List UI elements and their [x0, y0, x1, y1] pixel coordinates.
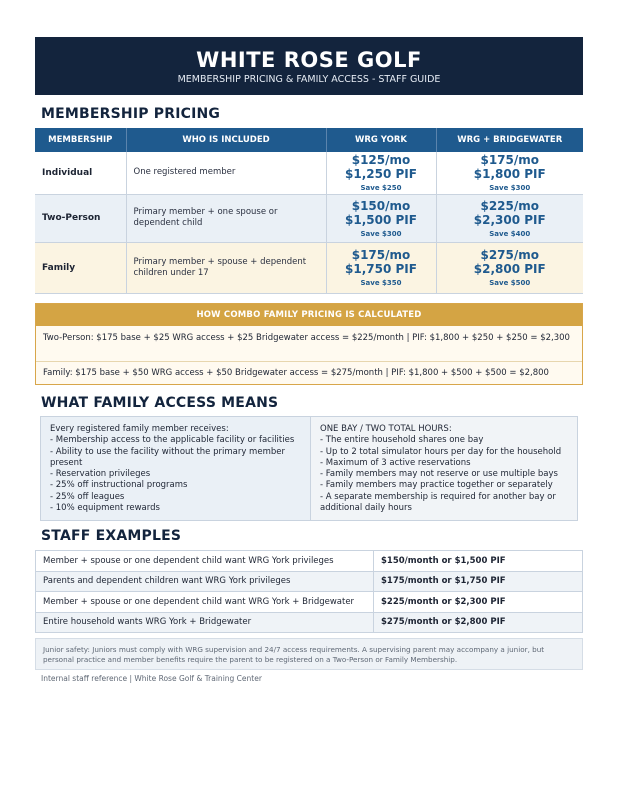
- page-header: [35, 37, 583, 95]
- york-pif: $1,250 PIF: [345, 167, 417, 182]
- who-included: Primary member + spouse + dependent children under 17: [133, 256, 307, 278]
- combo-line-family: Family: $175 base + $50 WRG access + $50 Bridgewater access = $275/month | PIF: $1,800 + $500 + $500 = $2,800: [43, 368, 549, 378]
- table-row: [36, 551, 583, 572]
- family-access-box: [40, 416, 578, 521]
- york-pif: $1,750 PIF: [345, 262, 417, 276]
- list-item: - Family members may practice together or separately: [320, 480, 553, 491]
- bridgewater-monthly: $225/mo: [480, 198, 540, 213]
- list-item: - Reservation privileges: [50, 469, 151, 480]
- column-header-membership: MEMBERSHIP: [35, 128, 126, 152]
- list-item: - The entire household shares one bay: [320, 435, 484, 446]
- york-save: Save $300: [360, 229, 402, 238]
- list-item: - Ability to use the facility without the primary member present: [50, 446, 285, 468]
- column-header-who: WHO IS INCLUDED: [126, 128, 326, 152]
- page-footer: Internal staff reference | White Rose Golf & Training Center: [41, 674, 262, 683]
- list-item: - 25% off instructional programs: [50, 480, 188, 491]
- york-monthly: $125/mo: [351, 153, 411, 168]
- benefits-heading: Every registered family member receives:: [50, 424, 229, 434]
- example-price: $175/month or $1,750 PIF: [374, 571, 583, 592]
- combo-pricing-title: HOW COMBO FAMILY PRICING IS CALCULATED: [36, 304, 582, 326]
- access-bay-column: [311, 417, 577, 520]
- combo-line-two-person: Two-Person: $175 base + $25 WRG access + $25 Bridgewater access = $225/month | PIF: $1,800 + $250 + $250 = $2,300: [36, 326, 582, 362]
- bridgewater-price: [436, 242, 583, 293]
- page-subtitle: MEMBERSHIP PRICING & FAMILY ACCESS - STAFF GUIDE: [177, 74, 441, 85]
- list-item: - Family members may not reserve or use multiple bays: [320, 469, 558, 480]
- pricing-table: [35, 128, 583, 294]
- who-included: One registered member: [133, 167, 236, 178]
- bridgewater-monthly: $275/mo: [480, 248, 540, 262]
- example-price: $150/month or $1,500 PIF: [374, 551, 583, 572]
- column-header-bridgewater: WRG + BRIDGEWATER: [436, 128, 583, 152]
- junior-safety-note: Junior safety: Juniors must comply with WRG supervision and 24/7 access requirements. A supervising parent may accompany a junior, but personal practice and member benefits require the parent to be registered on a Two-Person or Family Membership.: [35, 638, 583, 670]
- list-item: - A separate membership is required for another bay or additional daily hours: [320, 491, 556, 514]
- page-title: WHITE ROSE GOLF: [196, 48, 422, 72]
- bridgewater-save: Save $500: [489, 279, 531, 287]
- pricing-row-individual: [35, 152, 583, 194]
- york-save: Save $250: [360, 184, 402, 193]
- york-price: [326, 194, 436, 242]
- bridgewater-pif: $2,300 PIF: [473, 212, 546, 227]
- pricing-header-row: [35, 128, 583, 152]
- list-item: - 10% equipment rewards: [50, 503, 160, 514]
- example-price: $275/month or $2,800 PIF: [374, 612, 583, 633]
- list-item: - Membership access to the applicable facility or facilities: [50, 435, 295, 446]
- york-price: [326, 152, 436, 194]
- bridgewater-save: Save $400: [489, 229, 531, 238]
- bridgewater-pif: $1,800 PIF: [473, 167, 546, 182]
- york-pif: $1,500 PIF: [345, 212, 417, 227]
- staff-examples-table: [35, 550, 583, 633]
- examples-section-title: STAFF EXAMPLES: [41, 528, 182, 544]
- membership-name: Two-Person: [42, 213, 101, 223]
- pricing-row-two-person: [35, 194, 583, 242]
- bay-heading: ONE BAY / TWO TOTAL HOURS:: [320, 424, 452, 434]
- york-monthly: $150/mo: [351, 198, 411, 213]
- list-item: - Maximum of 3 active reservations: [320, 457, 471, 468]
- access-section-title: WHAT FAMILY ACCESS MEANS: [41, 395, 279, 411]
- example-description: Member + spouse or one dependent child want WRG York privileges: [36, 551, 374, 572]
- membership-name: Individual: [42, 167, 93, 178]
- bridgewater-price: [436, 194, 583, 242]
- pricing-row-family: [35, 242, 583, 293]
- pricing-section-title: MEMBERSHIP PRICING: [41, 106, 221, 122]
- who-included: Primary member + one spouse or dependent child: [133, 207, 278, 228]
- table-row: [36, 592, 583, 613]
- table-row: [36, 612, 583, 633]
- example-price: $225/month or $2,300 PIF: [374, 592, 583, 613]
- example-description: Entire household wants WRG York + Bridgewater: [36, 612, 374, 633]
- list-item: - Up to 2 total simulator hours per day for the household: [320, 446, 562, 457]
- list-item: - 25% off leagues: [50, 491, 125, 502]
- membership-name: Family: [42, 262, 76, 273]
- table-row: [36, 571, 583, 592]
- access-benefits-column: [41, 417, 311, 520]
- york-monthly: $175/mo: [351, 248, 411, 262]
- bridgewater-monthly: $175/mo: [480, 153, 540, 168]
- column-header-york: WRG YORK: [326, 128, 436, 152]
- bridgewater-price: [436, 152, 583, 194]
- example-description: Member + spouse or one dependent child want WRG York + Bridgewater: [36, 592, 374, 613]
- combo-pricing-box: [35, 303, 583, 385]
- bridgewater-pif: $2,800 PIF: [473, 262, 546, 276]
- york-save: Save $350: [360, 279, 402, 287]
- york-price: [326, 242, 436, 293]
- example-description: Parents and dependent children want WRG York privileges: [36, 571, 374, 592]
- bridgewater-save: Save $300: [489, 184, 531, 193]
